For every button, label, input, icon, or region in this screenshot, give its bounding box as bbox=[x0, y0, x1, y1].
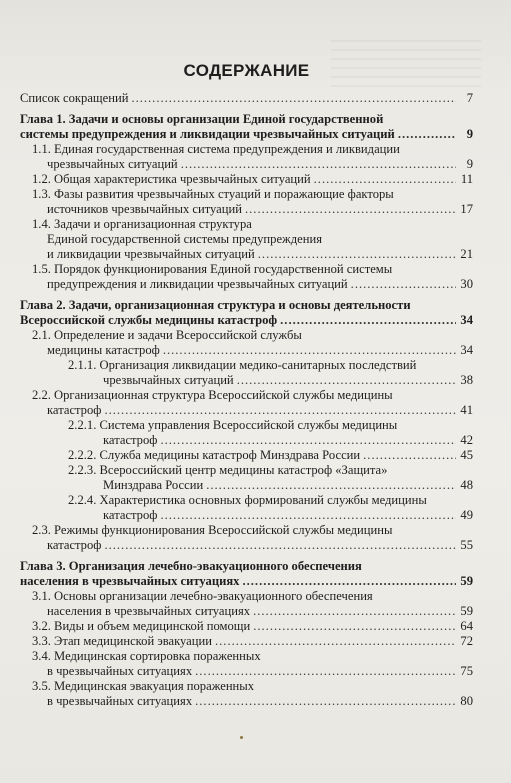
toc-entry-line bbox=[20, 448, 473, 463]
toc-entry-text: Глава 3. Организация лечебно-эвакуационного обеспечения bbox=[20, 559, 362, 573]
toc-page-number: 55 bbox=[460, 538, 473, 552]
toc-entry-line bbox=[20, 202, 473, 217]
toc-entry-line bbox=[20, 388, 473, 403]
toc-entry-line bbox=[20, 142, 473, 157]
toc-entry-line bbox=[20, 619, 473, 634]
toc-entry-line bbox=[20, 313, 473, 328]
toc-entry-text: в чрезвычайных ситуациях bbox=[47, 694, 193, 708]
toc-entry-text: населения в чрезвычайных ситуациях bbox=[20, 574, 240, 588]
toc-entry-text: 1.3. Фазы развития чрезвычайных стуаций и поражающие факторы bbox=[32, 187, 394, 201]
toc-entry[interactable] bbox=[20, 463, 473, 493]
toc-entry-text: 3.3. Этап медицинской эвакуации bbox=[32, 634, 212, 648]
leader-dots bbox=[237, 373, 456, 388]
toc-entry[interactable] bbox=[20, 448, 473, 463]
toc-entry[interactable] bbox=[20, 142, 473, 172]
toc-entry-line bbox=[20, 247, 473, 262]
toc-entry-text: 2.2.2. Служба медицины катастроф Минздрава России bbox=[68, 448, 361, 462]
toc-entry-text: катастроф bbox=[47, 403, 102, 417]
ink-speck bbox=[240, 736, 243, 739]
leader-dots bbox=[398, 127, 456, 142]
toc-entry-line bbox=[20, 418, 473, 433]
leader-dots bbox=[314, 172, 456, 187]
toc-entry-text: 3.1. Основы организации лечебно-эвакуационного обеспечения bbox=[32, 589, 373, 603]
toc-entry-text: Минздрава России bbox=[103, 478, 204, 492]
bleed-through-text bbox=[331, 40, 481, 90]
toc-entry-line bbox=[20, 373, 473, 388]
leader-dots bbox=[242, 574, 456, 589]
leader-dots bbox=[131, 91, 456, 106]
leader-dots bbox=[215, 634, 456, 649]
toc-entry-line bbox=[20, 262, 473, 277]
toc-entry-text: 2.2.1. Система управления Всероссийской службы медицины bbox=[68, 418, 398, 432]
toc-entry[interactable] bbox=[20, 172, 473, 187]
toc-entry[interactable] bbox=[20, 388, 473, 418]
leader-dots bbox=[253, 604, 456, 619]
toc-entry[interactable] bbox=[20, 523, 473, 553]
leader-dots bbox=[253, 619, 456, 634]
toc-page-number: 59 bbox=[460, 604, 473, 618]
toc-entry[interactable] bbox=[20, 328, 473, 358]
toc-page-number: 41 bbox=[460, 403, 473, 417]
toc-entry-text: Список сокращений bbox=[20, 91, 129, 105]
toc-entry-line bbox=[20, 433, 473, 448]
toc-entry-text: в чрезвычайных ситуациях bbox=[47, 664, 193, 678]
toc-page-number: 34 bbox=[460, 343, 473, 357]
toc-entry-text: 2.1. Определение и задачи Всероссийской службы bbox=[32, 328, 302, 342]
toc-entry-text: чрезвычайных ситуаций bbox=[47, 157, 178, 171]
toc-page-number: 75 bbox=[460, 664, 473, 678]
toc-entry-text: 2.1.1. Организация ликвидации медико-санитарных последствий bbox=[68, 358, 417, 372]
leader-dots bbox=[104, 403, 456, 418]
leader-dots bbox=[280, 313, 456, 328]
toc-entry-line bbox=[20, 232, 473, 247]
toc-page-number: 9 bbox=[466, 127, 473, 141]
toc-entry-line bbox=[20, 277, 473, 292]
toc-entry-line bbox=[20, 604, 473, 619]
toc-entry[interactable] bbox=[20, 217, 473, 262]
toc-page-number: 34 bbox=[460, 313, 473, 327]
toc-entry-text: Глава 2. Задачи, организационная структура и основы деятельности bbox=[20, 298, 411, 312]
toc-entry-text: 1.4. Задачи и организационная структура bbox=[32, 217, 252, 231]
toc-entry-text: 1.1. Единая государственная система предупреждения и ликвидации bbox=[32, 142, 400, 156]
toc-page-number: 11 bbox=[460, 172, 473, 186]
toc-entry[interactable] bbox=[20, 91, 473, 106]
toc-page-number: 59 bbox=[460, 574, 473, 588]
toc-entry-line bbox=[20, 112, 473, 127]
toc-entry-text: 1.5. Порядок функционирования Единой государственной системы bbox=[32, 262, 393, 276]
toc-entry-line bbox=[20, 343, 473, 358]
toc-entry[interactable] bbox=[20, 493, 473, 523]
leader-dots bbox=[363, 448, 456, 463]
toc-entry[interactable] bbox=[20, 679, 473, 709]
toc-entry-line bbox=[20, 463, 473, 478]
toc-page-number: 42 bbox=[460, 433, 473, 447]
toc-entry-text: предупреждения и ликвидации чрезвычайных ситуаций bbox=[47, 277, 348, 291]
toc-entry-line bbox=[20, 298, 473, 313]
toc-entry-text: 2.2. Организационная структура Всероссийской службы медицины bbox=[32, 388, 393, 402]
toc-page-number: 64 bbox=[460, 619, 473, 633]
table-of-contents bbox=[20, 91, 473, 709]
toc-entry[interactable] bbox=[20, 418, 473, 448]
toc-entry-line bbox=[20, 127, 473, 142]
toc-entry-line bbox=[20, 523, 473, 538]
toc-entry-line bbox=[20, 538, 473, 553]
toc-entry-text: системы предупреждения и ликвидации чрезвычайных ситуаций bbox=[20, 127, 395, 141]
toc-page-number: 30 bbox=[460, 277, 473, 291]
toc-entry-line bbox=[20, 358, 473, 373]
toc-entry[interactable] bbox=[20, 619, 473, 634]
toc-entry-line bbox=[20, 508, 473, 523]
toc-page-number: 38 bbox=[460, 373, 473, 387]
toc-chapter-entry[interactable] bbox=[20, 112, 473, 142]
toc-entry[interactable] bbox=[20, 634, 473, 649]
toc-entry-text: катастроф bbox=[47, 538, 102, 552]
toc-entry-line bbox=[20, 589, 473, 604]
toc-entry-text: источников чрезвычайных ситуаций bbox=[47, 202, 242, 216]
toc-entry-line bbox=[20, 403, 473, 418]
toc-entry-text: Глава 1. Задачи и основы организации Единой государственной bbox=[20, 112, 384, 126]
toc-entry-text: катастроф bbox=[103, 508, 158, 522]
toc-entry-text: населения в чрезвычайных ситуациях bbox=[47, 604, 251, 618]
toc-entry[interactable] bbox=[20, 262, 473, 292]
toc-page-number: 72 bbox=[460, 634, 473, 648]
toc-entry[interactable] bbox=[20, 649, 473, 679]
toc-entry-text: Единой государственной системы предупреждения bbox=[47, 232, 323, 246]
toc-entry-text: 2.3. Режимы функционирования Всероссийской службы медицины bbox=[32, 523, 393, 537]
toc-entry-text: Всероссийской службы медицины катастроф bbox=[20, 313, 278, 327]
toc-entry-line bbox=[20, 157, 473, 172]
toc-entry-text: катастроф bbox=[103, 433, 158, 447]
toc-entry-line bbox=[20, 172, 473, 187]
toc-entry-line bbox=[20, 694, 473, 709]
toc-page-number: 9 bbox=[466, 157, 473, 171]
toc-page-number: 17 bbox=[460, 202, 473, 216]
toc-entry-text: чрезвычайных ситуаций bbox=[103, 373, 234, 387]
leader-dots bbox=[258, 247, 456, 262]
leader-dots bbox=[195, 694, 456, 709]
toc-page-number: 48 bbox=[460, 478, 473, 492]
toc-entry-line bbox=[20, 634, 473, 649]
toc-page-number: 49 bbox=[460, 508, 473, 522]
toc-entry-text: 2.2.3. Всероссийский центр медицины катастроф «Защита» bbox=[68, 463, 388, 477]
toc-entry[interactable] bbox=[20, 358, 473, 388]
leader-dots bbox=[245, 202, 456, 217]
toc-entry-text: 2.2.4. Характеристика основных формирований службы медицины bbox=[68, 493, 427, 507]
leader-dots bbox=[163, 343, 456, 358]
toc-entry-line bbox=[20, 493, 473, 508]
leader-dots bbox=[104, 538, 456, 553]
toc-page-number: 7 bbox=[466, 91, 473, 105]
toc-page-number: 21 bbox=[460, 247, 473, 261]
leader-dots bbox=[160, 433, 456, 448]
toc-entry-text: и ликвидации чрезвычайных ситуаций bbox=[47, 247, 255, 261]
toc-entry-text: 3.4. Медицинская сортировка пораженных bbox=[32, 649, 261, 663]
leader-dots bbox=[195, 664, 456, 679]
toc-entry[interactable] bbox=[20, 187, 473, 217]
toc-entry-text: медицины катастроф bbox=[47, 343, 160, 357]
leader-dots bbox=[351, 277, 456, 292]
toc-entry-text: 1.2. Общая характеристика чрезвычайных ситуаций bbox=[32, 172, 311, 186]
toc-chapter-entry[interactable] bbox=[20, 298, 473, 328]
toc-entry-line bbox=[20, 559, 473, 574]
toc-page-number: 80 bbox=[460, 694, 473, 708]
toc-entry-line bbox=[20, 217, 473, 232]
leader-dots bbox=[160, 508, 456, 523]
toc-entry-line bbox=[20, 649, 473, 664]
toc-entry[interactable] bbox=[20, 589, 473, 619]
toc-entry-line bbox=[20, 91, 473, 106]
toc-entry-line bbox=[20, 664, 473, 679]
toc-entry-line bbox=[20, 574, 473, 589]
toc-entry-line bbox=[20, 187, 473, 202]
toc-page-number: 45 bbox=[460, 448, 473, 462]
toc-entry-line bbox=[20, 478, 473, 493]
toc-entry-text: 3.5. Медицинская эвакуация пораженных bbox=[32, 679, 255, 693]
leader-dots bbox=[181, 157, 456, 172]
page-title: СОДЕРЖАНИЕ bbox=[183, 61, 310, 80]
toc-chapter-entry[interactable] bbox=[20, 559, 473, 589]
toc-entry-text: 3.2. Виды и объем медицинской помощи bbox=[32, 619, 251, 633]
toc-entry-line bbox=[20, 679, 473, 694]
leader-dots bbox=[206, 478, 456, 493]
toc-entry-line bbox=[20, 328, 473, 343]
